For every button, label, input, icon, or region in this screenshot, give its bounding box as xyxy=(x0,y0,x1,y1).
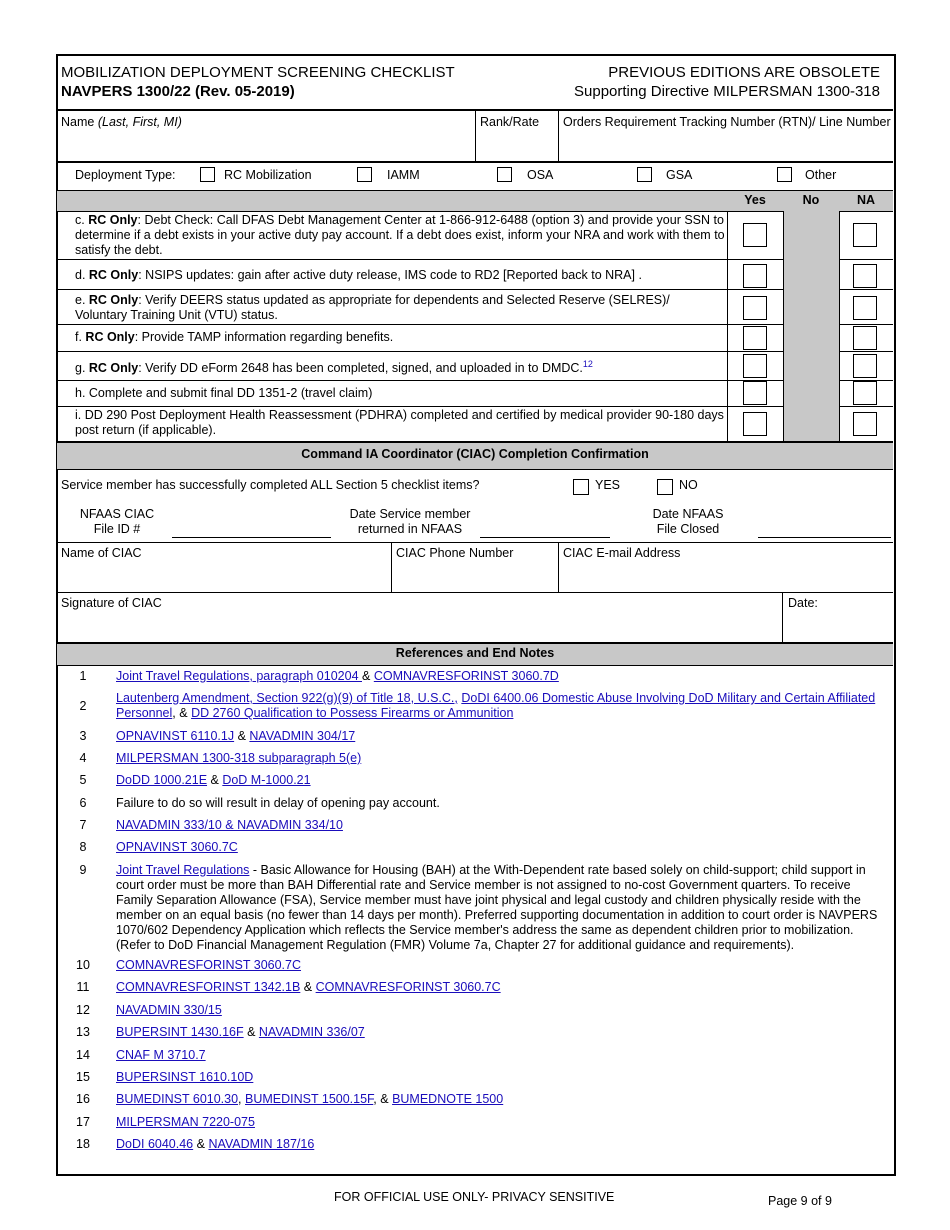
rc-mobilization-label: RC Mobilization xyxy=(224,168,312,182)
reference-text xyxy=(116,1092,880,1107)
divider xyxy=(782,592,783,642)
directive-note: Supporting Directive MILPERSMAN 1300-318 xyxy=(574,83,880,100)
reference-plain-text: & xyxy=(234,729,250,743)
reference-number: 12 xyxy=(76,1003,90,1017)
reference-link[interactable]: OPNAVINST 6110.1J xyxy=(116,729,235,743)
no-column-header: No xyxy=(802,193,820,207)
file-closed-date-field[interactable] xyxy=(758,537,891,538)
reference-link[interactable]: Joint Travel Regulations xyxy=(116,863,250,877)
checklist-item-text: d. RC Only: NSIPS updates: gain after active duty release, IMS code to RD2 [Reported back to NRA] . xyxy=(75,268,642,282)
reference-text xyxy=(116,958,880,973)
reference-text xyxy=(116,840,880,855)
privacy-footer: FOR OFFICIAL USE ONLY- PRIVACY SENSITIVE xyxy=(334,1190,615,1204)
divider xyxy=(57,406,893,407)
form-title: MOBILIZATION DEPLOYMENT SCREENING CHECKLIST xyxy=(61,64,455,81)
reference-text xyxy=(116,729,880,744)
checklist-item-text: h. Complete and submit final DD 1351-2 (travel claim) xyxy=(75,386,373,400)
reference-text xyxy=(116,818,880,833)
reference-number: 15 xyxy=(76,1070,90,1084)
checklist-yes-checkbox[interactable] xyxy=(743,381,767,405)
reference-number: 5 xyxy=(79,773,87,787)
checklist-yes-checkbox[interactable] xyxy=(743,264,767,288)
checklist-na-checkbox[interactable] xyxy=(853,326,877,350)
reference-number: 16 xyxy=(76,1092,90,1106)
reference-number: 6 xyxy=(79,796,87,810)
reference-link[interactable]: NAVADMIN 333/10 & NAVADMIN 334/10 xyxy=(116,818,343,832)
no-column-shading xyxy=(783,211,840,441)
reference-text xyxy=(116,1048,880,1063)
gsa-label: GSA xyxy=(666,168,693,182)
divider xyxy=(475,110,476,161)
reference-plain-text: Failure to do so will result in delay of opening pay account. xyxy=(116,796,440,810)
nfaas-file-id-label: NFAAS CIAC File ID # xyxy=(79,507,155,536)
divider xyxy=(57,351,893,352)
checklist-item-text: e. RC Only: Verify DEERS status updated as appropriate for dependents and Selected Reserve (SELRES)/ Voluntary Training Unit (VTU) status. xyxy=(75,293,670,322)
osa-label: OSA xyxy=(527,168,554,182)
references-title: References and End Notes xyxy=(395,646,555,660)
reference-plain-text: - Basic Allowance for Housing (BAH) at the With-Dependent rate based solely on child-support; child support in court order must be more than BAH Differential rate and Service member is not assigned to no-cost Government quarters. To receive Family Separation Allowance (FSA), Service member must have joint physical and legal custody and children physically reside with the member on an equal basis (no fewer than 14 days per month). Preferred supporting documentation in addition to court order is NAVPERS 1070/602 Dependency Application which reflects the Service member's address the same as dependent children prior to mobilization. (Refer to DoD Financial Management Regulation (FMR) Volume 7a, Chapter 27 for additional guidance and requirements). xyxy=(116,863,878,952)
ciac-email-label: CIAC E-mail Address xyxy=(563,546,681,560)
other-label: Other xyxy=(805,168,837,182)
divider xyxy=(57,542,893,543)
returned-date-label: Date Service member returned in NFAAS xyxy=(349,507,471,536)
reference-link[interactable]: MILPERSMAN 1300-318 subparagraph 5(e) xyxy=(116,751,362,765)
reference-link[interactable]: CNAF M 3710.7 xyxy=(116,1048,206,1062)
reference-link[interactable]: BUMEDINST 1500.15F xyxy=(245,1092,374,1106)
reference-link[interactable]: BUPERSINT 1430.16F xyxy=(116,1025,244,1039)
divider xyxy=(727,211,728,441)
reference-link[interactable]: DoDI 6040.46 xyxy=(116,1137,194,1151)
reference-number: 10 xyxy=(76,958,90,972)
na-column-header: NA xyxy=(856,193,876,207)
reference-link[interactable]: COMNAVRESFORINST 3060.7D xyxy=(373,669,559,683)
form-id: NAVPERS 1300/22 (Rev. 05-2019) xyxy=(61,83,295,100)
reference-number: 3 xyxy=(79,729,87,743)
reference-link[interactable]: COMNAVRESFORINST 3060.7C xyxy=(315,980,501,994)
name-label: Name (Last, First, MI) xyxy=(61,115,182,129)
iamm-label: IAMM xyxy=(387,168,420,182)
checklist-yes-checkbox[interactable] xyxy=(743,412,767,436)
reference-plain-text: , & xyxy=(172,706,192,720)
ciac-no-checkbox[interactable] xyxy=(657,479,673,495)
reference-text xyxy=(116,980,880,995)
rank-label: Rank/Rate xyxy=(480,115,540,129)
file-closed-date-label: Date NFAAS File Closed xyxy=(652,507,724,536)
returned-date-field[interactable] xyxy=(480,537,610,538)
footnote-ref[interactable]: 12 xyxy=(582,359,593,369)
divider xyxy=(57,289,893,290)
divider xyxy=(57,161,893,163)
checklist-item-text: c. RC Only: Debt Check: Call DFAS Debt Management Center at 1-866-912-6488 (option 3) and provide your SSN to determine if a debt exists in your active duty pay account. If a debt does exist, inform your NRA and work with them to satisfy the debt. xyxy=(75,213,725,257)
reference-link[interactable]: DoD M-1000.21 xyxy=(222,773,311,787)
reference-number: 13 xyxy=(76,1025,90,1039)
reference-number: 14 xyxy=(76,1048,90,1062)
reference-plain-text: & xyxy=(243,1025,259,1039)
checklist-na-checkbox[interactable] xyxy=(853,223,877,247)
osa-checkbox[interactable] xyxy=(497,167,512,182)
reference-number: 1 xyxy=(79,669,87,683)
reference-number: 18 xyxy=(76,1137,90,1151)
reference-number: 8 xyxy=(79,840,87,854)
ciac-phone-label: CIAC Phone Number xyxy=(396,546,514,560)
reference-text xyxy=(116,1025,880,1040)
nfaas-file-id-field[interactable] xyxy=(172,537,331,538)
reference-link[interactable]: NAVADMIN 336/07 xyxy=(258,1025,365,1039)
reference-text xyxy=(116,669,880,684)
yes-column-header: Yes xyxy=(744,193,766,207)
checklist-item-text: f. RC Only: Provide TAMP information regarding benefits. xyxy=(75,330,394,344)
reference-text xyxy=(116,691,880,721)
reference-plain-text: , & xyxy=(373,1092,393,1106)
ciac-no-label: NO xyxy=(679,478,698,492)
ciac-yes-label: YES xyxy=(595,478,621,492)
checklist-item-text: i. DD 290 Post Deployment Health Reassessment (PDHRA) completed and certified by medical provider 90-180 days post return (if applicable). xyxy=(75,408,724,437)
reference-link[interactable]: OPNAVINST 3060.7C xyxy=(116,840,238,854)
reference-number: 17 xyxy=(76,1115,90,1129)
iamm-checkbox[interactable] xyxy=(357,167,372,182)
reference-link[interactable]: DoDD 1000.21E xyxy=(116,773,208,787)
divider xyxy=(391,542,392,592)
ciac-name-label: Name of CIAC xyxy=(61,546,142,560)
gsa-checkbox[interactable] xyxy=(637,167,652,182)
reference-number: 4 xyxy=(79,751,87,765)
reference-text xyxy=(116,1003,880,1018)
checklist-yes-checkbox[interactable] xyxy=(743,354,767,378)
reference-link[interactable]: MILPERSMAN 7220-075 xyxy=(116,1115,255,1129)
reference-link[interactable]: NAVADMIN 187/16 xyxy=(208,1137,315,1151)
ciac-signature-label: Signature of CIAC xyxy=(61,596,162,610)
checklist-na-checkbox[interactable] xyxy=(853,354,877,378)
reference-link[interactable]: DD 2760 Qualification to Possess Firearms or Ammunition xyxy=(191,706,514,720)
reference-text xyxy=(116,1137,880,1152)
reference-text xyxy=(116,773,880,788)
reference-link[interactable]: COMNAVRESFORINST 1342.1B xyxy=(116,980,301,994)
ciac-section-title: Command IA Coordinator (CIAC) Completion Confirmation xyxy=(301,447,649,461)
ciac-date-label: Date: xyxy=(788,596,818,610)
reference-link[interactable]: Lautenberg Amendment, Section 922(g)(9) of Title 18, U.S.C., xyxy=(116,691,458,705)
reference-number: 9 xyxy=(79,863,87,877)
divider xyxy=(558,542,559,592)
other-checkbox[interactable] xyxy=(777,167,792,182)
divider xyxy=(57,380,893,381)
checklist-yes-checkbox[interactable] xyxy=(743,326,767,350)
reference-text xyxy=(116,751,880,766)
checklist-na-checkbox[interactable] xyxy=(853,381,877,405)
reference-text xyxy=(116,796,880,811)
reference-number: 7 xyxy=(79,818,87,832)
deployment-type-label: Deployment Type: xyxy=(75,168,176,182)
rc-mobilization-checkbox[interactable] xyxy=(200,167,215,182)
checklist-item-text: g. RC Only: Verify DD eForm 2648 has been completed, signed, and uploaded in to DMDC.$^{12}$ xyxy=(75,359,593,376)
page-number: Page 9 of 9 xyxy=(768,1194,832,1208)
divider xyxy=(558,110,559,161)
ciac-question: Service member has successfully completed ALL Section 5 checklist items? xyxy=(61,478,480,492)
reference-number: 2 xyxy=(79,699,87,713)
obsolete-note: PREVIOUS EDITIONS ARE OBSOLETE xyxy=(608,64,880,81)
checklist-yes-checkbox[interactable] xyxy=(743,223,767,247)
reference-link[interactable]: Joint Travel Regulations, paragraph 010204 xyxy=(116,669,362,683)
checklist-yes-checkbox[interactable] xyxy=(743,296,767,320)
reference-link[interactable]: NAVADMIN 330/15 xyxy=(116,1003,222,1017)
reference-plain-text: & xyxy=(300,980,316,994)
reference-text xyxy=(116,1115,880,1130)
divider xyxy=(57,324,893,325)
reference-link[interactable]: DoDI 6400.06 Domestic Abuse Involving DoD Military and Certain Affiliated Personnel xyxy=(116,691,876,720)
rtn-label: Orders Requirement Tracking Number (RTN)/ Line Number xyxy=(563,115,891,129)
reference-link[interactable]: BUMEDINST 6010.30 xyxy=(116,1092,239,1106)
reference-text xyxy=(116,863,880,953)
reference-text xyxy=(116,1070,880,1085)
reference-link[interactable]: NAVADMIN 304/17 xyxy=(249,729,356,743)
reference-link[interactable]: COMNAVRESFORINST 3060.7C xyxy=(116,958,302,972)
checklist-na-checkbox[interactable] xyxy=(853,412,877,436)
divider xyxy=(57,259,893,260)
reference-number: 11 xyxy=(76,980,90,994)
reference-plain-text: & xyxy=(193,1137,209,1151)
reference-plain-text: , xyxy=(238,1092,245,1106)
reference-link[interactable]: BUMEDNOTE 1500 xyxy=(392,1092,504,1106)
reference-link[interactable]: BUPERSINST 1610.10D xyxy=(116,1070,254,1084)
reference-plain-text: & xyxy=(362,669,374,683)
ciac-yes-checkbox[interactable] xyxy=(573,479,589,495)
reference-plain-text: & xyxy=(207,773,223,787)
checklist-na-checkbox[interactable] xyxy=(853,296,877,320)
divider xyxy=(57,592,893,593)
checklist-na-checkbox[interactable] xyxy=(853,264,877,288)
